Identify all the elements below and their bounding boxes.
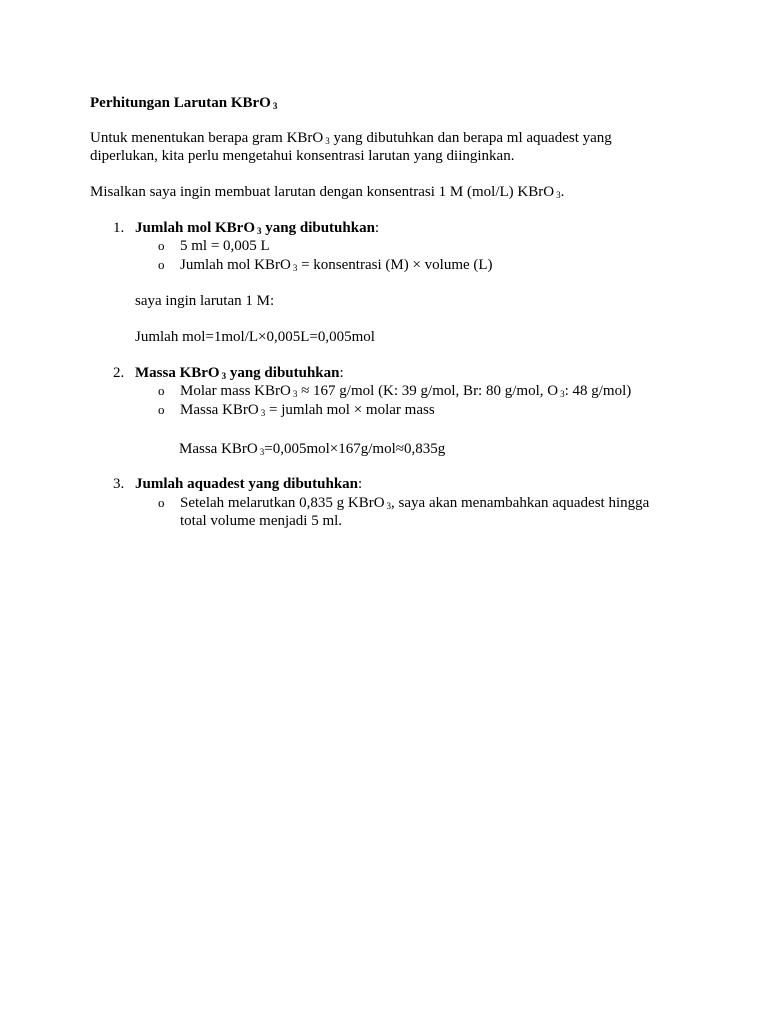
step-number: 2. (113, 365, 125, 381)
step-3-bullet-1: Setelah melarutkan 0,835 g KBrO $_3$, saya akan menambahkan aquadest hingga (180, 495, 650, 511)
step-3-heading: Jumlah aquadest yang dibutuhkan: (135, 476, 363, 492)
subscript: 3 (257, 226, 262, 236)
subscript: 3 (292, 263, 298, 273)
bullet-marker: o (158, 238, 165, 253)
subscript: 3 (386, 501, 392, 511)
subscript: 3 (272, 101, 278, 111)
step-1-note: saya ingin larutan 1 M: (135, 293, 275, 309)
subscript: 3 (260, 408, 266, 418)
bullet-marker: o (158, 257, 165, 272)
document-title (90, 94, 277, 112)
step-number: 3. (113, 476, 125, 492)
title-text: Perhitungan Larutan KBrO (90, 95, 271, 111)
intro-line-2: diperlukan, kita perlu mengetahui konsentrasi larutan yang diinginkan. (90, 148, 515, 164)
intro-line-1: Untuk menentukan berapa gram KBrO $_3$ yang dibutuhkan dan berapa ml aquadest yang (90, 130, 612, 146)
step-number: 1. (113, 220, 125, 236)
step-3-bullet-1-continuation: total volume menjadi 5 ml. (180, 513, 343, 529)
step-2-heading: Massa KBrO $_3$ yang dibutuhkan: (135, 365, 344, 381)
bullet-marker: o (158, 495, 165, 510)
step-2-equation: Massa KBrO $_3$=0,005mol×167g/mol≈0,835g (179, 441, 446, 457)
step-1-equation: Jumlah mol=1mol/L×0,005L=0,005mol (135, 329, 375, 345)
step-1-bullet-2: Jumlah mol KBrO $_3$ = konsentrasi (M) × volume (L) (180, 257, 493, 273)
subscript: 3 (292, 389, 298, 399)
bullet-marker: o (158, 402, 165, 417)
subscript: 3 (259, 447, 265, 457)
subscript: 3 (560, 389, 565, 399)
assumption-paragraph: Misalkan saya ingin membuat larutan dengan konsentrasi 1 M (mol/L) KBrO $_3$. (90, 184, 565, 200)
subscript: 3 (325, 136, 330, 146)
step-1-bullet-1: 5 ml = 0,005 L (180, 238, 270, 254)
step-1-heading: Jumlah mol KBrO $_3$ yang dibutuhkan: (135, 220, 380, 236)
step-2-bullet-1: Molar mass KBrO $_3$ ≈ 167 g/mol (K: 39 g/mol, Br: 80 g/mol, O $_3$: 48 g/mol) (180, 383, 632, 399)
subscript: 3 (556, 190, 561, 200)
bullet-marker: o (158, 383, 165, 398)
step-2-bullet-2: Massa KBrO $_3$ = jumlah mol × molar mass (180, 402, 435, 418)
subscript: 3 (221, 371, 227, 381)
